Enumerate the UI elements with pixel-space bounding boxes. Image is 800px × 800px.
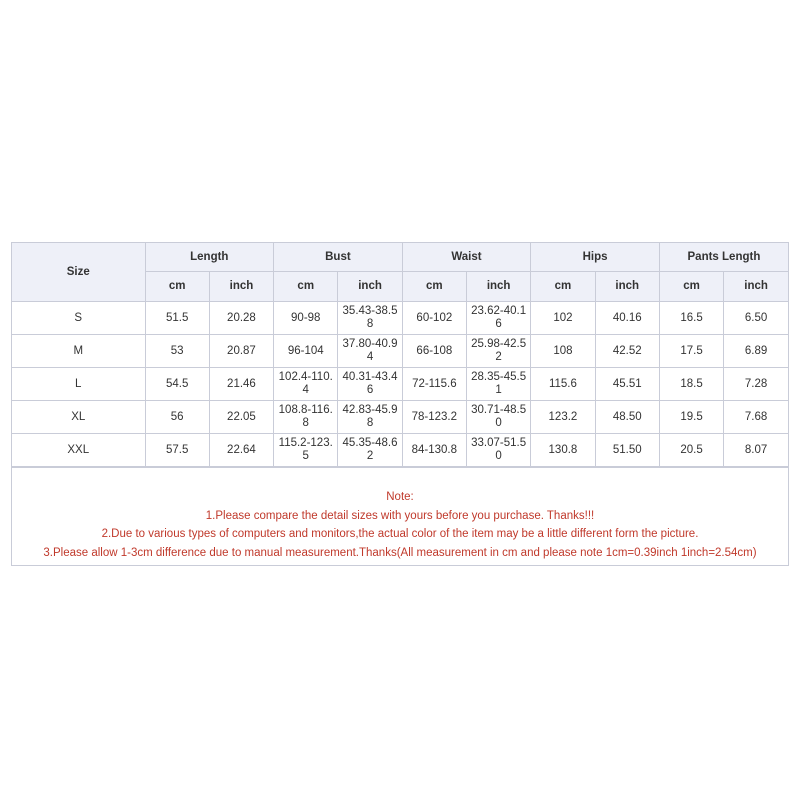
unit-header-inch: inch <box>595 272 659 302</box>
unit-header-inch: inch <box>209 272 273 302</box>
cell-text: 108.8-116.8 <box>278 404 333 429</box>
table-cell <box>274 401 338 434</box>
table-cell: 22.05 <box>209 401 273 434</box>
table-cell <box>338 368 402 401</box>
table-cell: 20.28 <box>209 302 273 335</box>
cell-text: 35.43-38.58 <box>342 305 398 330</box>
table-cell: 108 <box>531 335 595 368</box>
size-table <box>12 243 788 467</box>
table-cell <box>466 434 530 467</box>
note-title: Note: <box>386 491 414 503</box>
size-cell: XL <box>12 401 145 434</box>
size-chart <box>11 242 789 566</box>
table-cell: 66-108 <box>402 335 466 368</box>
table-cell: 130.8 <box>531 434 595 467</box>
table-cell: 90-98 <box>274 302 338 335</box>
table-cell: 48.50 <box>595 401 659 434</box>
table-cell: 21.46 <box>209 368 273 401</box>
cell-text: 40.31-43.46 <box>342 371 398 396</box>
cell-text: 102.4-110.4 <box>278 371 333 396</box>
note-line: 3.Please allow 1-3cm difference due to manual measurement.Thanks(All measurement in cm and please note 1cm=0.39inch 1inch=2.54cm) <box>43 546 757 559</box>
unit-header-inch: inch <box>724 272 788 302</box>
table-cell <box>338 302 402 335</box>
table-row <box>12 335 788 368</box>
table-cell: 17.5 <box>659 335 723 368</box>
table-cell: 20.5 <box>659 434 723 467</box>
table-cell <box>274 434 338 467</box>
table-cell: 56 <box>145 401 209 434</box>
table-cell <box>338 335 402 368</box>
note-line: 2.Due to various types of computers and monitors,the actual color of the item may be a little different form the picture. <box>101 528 699 540</box>
unit-header-inch: inch <box>466 272 530 302</box>
table-cell: 57.5 <box>145 434 209 467</box>
table-cell: 8.07 <box>724 434 788 467</box>
table-cell: 60-102 <box>402 302 466 335</box>
table-cell: 78-123.2 <box>402 401 466 434</box>
table-cell: 18.5 <box>659 368 723 401</box>
unit-header-inch: inch <box>338 272 402 302</box>
table-row <box>12 302 788 335</box>
table-cell <box>466 401 530 434</box>
unit-header-cm: cm <box>274 272 338 302</box>
notes-section <box>12 467 788 565</box>
table-cell: 51.5 <box>145 302 209 335</box>
cell-text: 23.62-40.16 <box>471 305 527 330</box>
table-cell <box>274 368 338 401</box>
table-cell <box>466 302 530 335</box>
table-cell: 84-130.8 <box>402 434 466 467</box>
size-cell: M <box>12 335 145 368</box>
table-cell: 96-104 <box>274 335 338 368</box>
table-cell: 72-115.6 <box>402 368 466 401</box>
cell-text: 115.2-123.5 <box>278 437 333 462</box>
unit-header-cm: cm <box>145 272 209 302</box>
unit-header-cm: cm <box>531 272 595 302</box>
unit-header-cm: cm <box>659 272 723 302</box>
table-cell: 6.89 <box>724 335 788 368</box>
table-cell <box>338 434 402 467</box>
table-cell: 22.64 <box>209 434 273 467</box>
table-cell <box>466 368 530 401</box>
table-cell: 40.16 <box>595 302 659 335</box>
table-cell: 20.87 <box>209 335 273 368</box>
table-cell: 123.2 <box>531 401 595 434</box>
table-row <box>12 434 788 467</box>
size-cell: XXL <box>12 434 145 467</box>
cell-text: 30.71-48.50 <box>471 404 527 429</box>
table-cell: 6.50 <box>724 302 788 335</box>
table-cell: 54.5 <box>145 368 209 401</box>
header-group-row <box>12 243 788 272</box>
table-cell: 45.51 <box>595 368 659 401</box>
cell-text: 28.35-45.51 <box>471 371 527 396</box>
table-cell: 51.50 <box>595 434 659 467</box>
group-header-bust: Bust <box>274 243 403 272</box>
size-cell: S <box>12 302 145 335</box>
table-cell: 7.68 <box>724 401 788 434</box>
table-cell: 7.28 <box>724 368 788 401</box>
table-cell: 19.5 <box>659 401 723 434</box>
group-header-length: Length <box>145 243 274 272</box>
table-cell: 42.52 <box>595 335 659 368</box>
unit-header-cm: cm <box>402 272 466 302</box>
note-line: 1.Please compare the detail sizes with yours before you purchase. Thanks!!! <box>205 509 595 522</box>
cell-text: 33.07-51.50 <box>471 437 527 462</box>
table-cell: 102 <box>531 302 595 335</box>
group-header-waist: Waist <box>402 243 531 272</box>
cell-text: 45.35-48.62 <box>342 437 398 462</box>
group-header-pants-length: Pants Length <box>659 243 788 272</box>
table-cell: 115.6 <box>531 368 595 401</box>
table-cell <box>466 335 530 368</box>
size-cell: L <box>12 368 145 401</box>
group-header-hips: Hips <box>531 243 660 272</box>
table-cell: 16.5 <box>659 302 723 335</box>
table-row <box>12 368 788 401</box>
cell-text: 42.83-45.98 <box>342 404 398 429</box>
table-cell: 53 <box>145 335 209 368</box>
size-header: Size <box>12 243 145 302</box>
cell-text: 25.98-42.52 <box>471 338 527 363</box>
table-cell <box>338 401 402 434</box>
table-row <box>12 401 788 434</box>
cell-text: 37.80-40.94 <box>342 338 398 363</box>
